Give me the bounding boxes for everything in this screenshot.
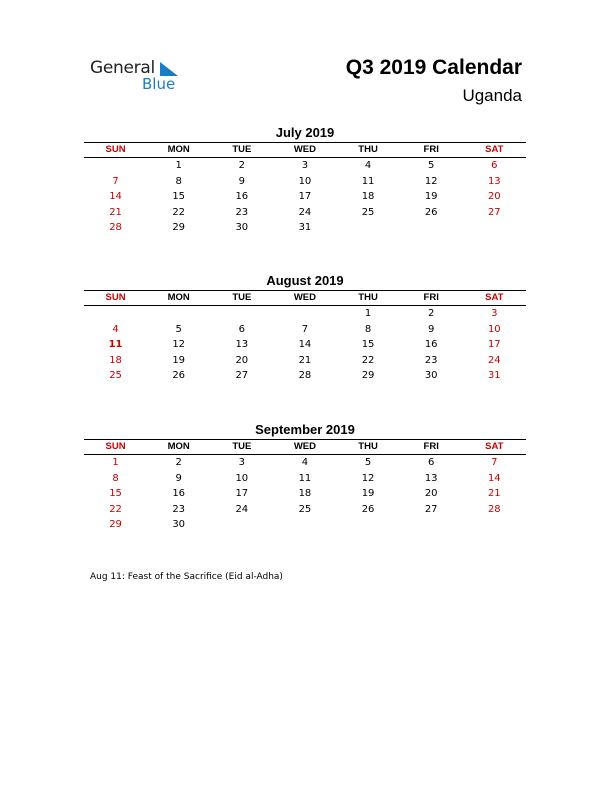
week-row [84,337,526,353]
weekday-header: SAT [485,144,504,155]
weekday-header: WED [293,441,317,452]
holiday-notes [90,572,283,582]
day-cell: 22 [109,503,122,515]
day-cell: 15 [361,339,375,351]
day-cell: 19 [172,354,186,366]
day-cell: 9 [238,175,245,187]
weekday-header: FRI [423,292,439,303]
day-cell [463,220,526,236]
day-cell: 27 [235,370,249,382]
day-cell: 21 [109,206,122,218]
weekday-header: SUN [105,292,126,303]
day-cell: 14 [487,472,501,484]
day-cell: 25 [109,370,122,382]
week-row [84,517,526,533]
month-block [84,272,526,384]
week-row [84,189,526,205]
month-block [84,421,526,533]
day-cell: 28 [487,503,501,515]
day-cell: 17 [487,339,501,351]
day-cell: 24 [487,354,501,366]
day-cell: 29 [109,519,122,531]
day-cell: 9 [175,472,182,484]
day-cell [273,306,336,322]
week-row [84,486,526,502]
logo-general-text: General [90,58,155,78]
day-cell: 8 [112,472,119,484]
day-cell: 28 [109,222,122,234]
day-cell [273,517,336,533]
day-cell: 9 [428,323,435,335]
day-cell: 6 [428,457,435,468]
week-row [84,502,526,518]
week-row [84,368,526,384]
day-cell: 16 [172,488,186,500]
day-cell: 4 [301,457,309,468]
logo-triangle-icon [160,62,178,76]
day-cell: 25 [298,503,312,515]
day-cell: 26 [361,503,375,515]
day-cell: 13 [235,339,249,351]
day-cell: 3 [238,457,245,468]
day-cell [147,306,210,322]
day-cell: 8 [175,175,182,187]
day-cell: 27 [487,206,501,218]
day-cell [400,517,463,533]
day-cell: 18 [298,488,312,500]
day-cell: 23 [424,354,438,366]
month-block [84,124,526,236]
day-cell: 5 [428,160,435,171]
day-cell: 12 [172,339,186,351]
day-cell: 29 [361,370,375,382]
day-cell: 20 [424,488,438,500]
weekday-header: SAT [485,292,504,303]
day-cell: 18 [109,354,122,366]
day-cell: 16 [424,339,438,351]
generalblue-logo [90,58,190,94]
week-row [84,322,526,338]
day-cell: 19 [424,191,438,203]
day-cell [337,517,400,533]
day-cell: 12 [424,175,438,187]
day-cell: 7 [491,457,498,468]
weekday-header: TUE [232,144,252,155]
weekday-header: SAT [485,441,504,452]
day-cell: 11 [361,175,375,187]
day-cell: 16 [235,191,249,203]
day-cell: 3 [301,160,309,171]
weekday-header-row [84,290,526,306]
day-cell: 30 [172,519,186,531]
weekday-header: SUN [105,441,126,452]
day-cell: 13 [424,472,438,484]
day-cell: 20 [487,191,501,203]
day-cell: 25 [361,206,375,218]
day-cell: 5 [364,457,372,468]
month-title: September 2019 [255,422,355,437]
week-row [84,174,526,190]
week-row [84,220,526,236]
day-cell: 27 [424,503,438,515]
weekday-header: FRI [423,441,439,452]
day-cell [400,220,463,236]
weekday-header: THU [358,144,378,155]
week-row [84,158,526,174]
day-cell: 17 [235,488,249,500]
day-cell: 22 [172,206,186,218]
day-cell: 19 [361,488,375,500]
day-cell: 26 [424,206,438,218]
day-cell: 23 [235,206,249,218]
day-cell: 26 [172,370,186,382]
day-cell: 6 [491,160,498,171]
page-title: Q3 2019 Calendar [345,56,522,79]
month-title: August 2019 [266,273,344,288]
day-cell: 18 [361,191,375,203]
day-cell: 17 [298,191,312,203]
day-cell: 2 [428,308,435,319]
day-cell: 14 [109,191,122,203]
country-name: Uganda [462,86,522,105]
day-cell: 30 [235,222,249,234]
month-title: July 2019 [275,125,335,140]
holiday-day-cell: 11 [108,339,123,351]
week-row [84,353,526,369]
weekday-header: THU [358,292,378,303]
day-cell: 10 [298,175,312,187]
day-cell: 1 [175,160,182,171]
day-cell: 30 [424,370,438,382]
day-cell: 24 [298,206,312,218]
day-cell: 21 [298,354,312,366]
day-cell: 14 [298,339,312,351]
day-cell: 10 [487,323,501,335]
weekday-header: MON [167,292,190,303]
day-cell: 3 [491,308,498,319]
day-cell: 20 [235,354,249,366]
week-row [84,471,526,487]
day-cell: 31 [487,370,501,382]
day-cell: 11 [298,472,312,484]
weekday-header: THU [358,441,378,452]
day-cell [84,306,147,322]
day-cell: 15 [172,191,186,203]
weekday-header: TUE [232,292,252,303]
day-cell [84,158,147,174]
day-cell: 7 [112,175,119,187]
week-row [84,455,526,471]
day-cell: 22 [361,354,375,366]
holiday-note: Aug 11: Feast of the Sacrifice (Eid al-Adha) [90,572,283,582]
day-cell: 1 [112,457,119,468]
day-cell [210,517,273,533]
weekday-header-row [84,439,526,455]
day-cell: 2 [238,160,245,171]
day-cell: 10 [235,472,249,484]
weekday-header: SUN [105,144,126,155]
day-cell: 13 [487,175,501,187]
day-cell: 4 [364,160,372,171]
day-cell: 21 [487,488,501,500]
day-cell: 12 [361,472,375,484]
weekday-header-row [84,142,526,158]
day-cell: 15 [109,488,122,500]
day-cell: 6 [238,323,245,335]
day-cell [337,220,400,236]
weekday-header: TUE [232,441,252,452]
day-cell: 8 [364,323,372,335]
week-row [84,306,526,322]
day-cell: 29 [172,222,186,234]
day-cell [210,306,273,322]
day-cell: 5 [175,323,182,335]
day-cell: 31 [298,222,312,234]
weekday-header: WED [293,144,317,155]
weekday-header: MON [167,441,190,452]
day-cell: 4 [112,323,119,335]
week-row [84,205,526,221]
logo-blue-text: Blue [142,75,176,93]
weekday-header: WED [293,292,317,303]
weekday-header: FRI [423,144,439,155]
day-cell: 2 [175,457,182,468]
day-cell: 24 [235,503,249,515]
day-cell: 28 [298,370,312,382]
day-cell [463,517,526,533]
weekday-header: MON [167,144,190,155]
day-cell: 1 [364,308,372,319]
day-cell: 7 [301,323,309,335]
day-cell: 23 [172,503,186,515]
